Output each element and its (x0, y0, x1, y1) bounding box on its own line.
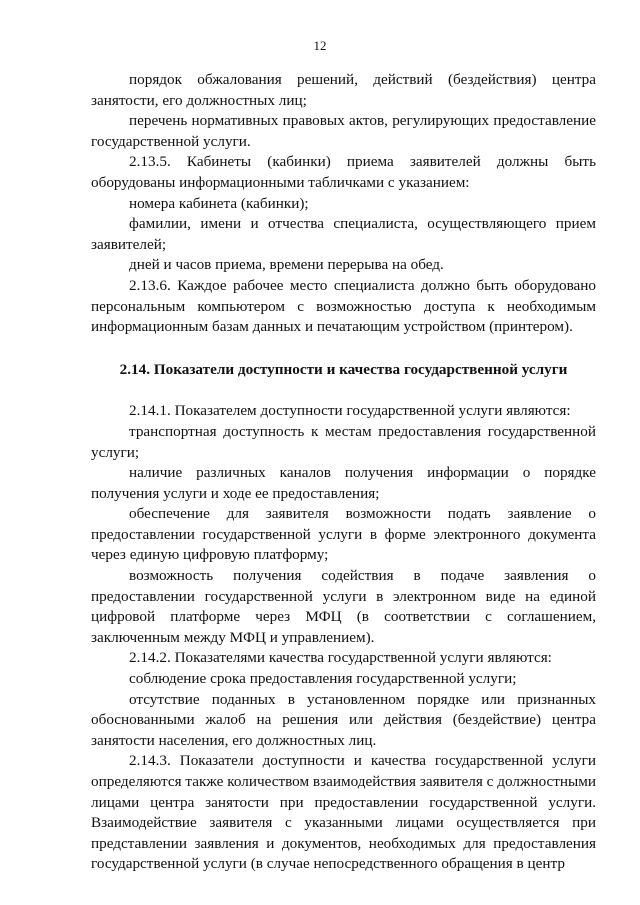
page-number: 12 (313, 38, 327, 53)
paragraph: 2.14.2. Показателями качества государственной услуги являются: (129, 649, 552, 667)
paragraph: перечень нормативных правовых актов, регулирующих предоставление государственной услуги. (91, 112, 596, 150)
paragraph: отсутствие поданных в установленном порядке или признанных обоснованными жалоб на решения или действия (бездействие) центра занятости населения, его должностных лиц. (91, 690, 596, 749)
paragraph: 2.13.6. Каждое рабочее место специалиста должно быть оборудовано персональным компьютером с возможностью доступа к необходимым информационным базам данных и печатающим устройством (принтером). (91, 276, 596, 336)
paragraph: наличие различных каналов получения информации о порядке получения услуги и ходе ее предоставления; (91, 464, 596, 502)
paragraph: 2.13.5. Кабинеты (кабинки) приема заявителей должны быть оборудованы информационными табличками с указанием: (91, 153, 596, 191)
paragraph: возможность получения содействия в подаче заявления о предоставлении государственной услуги в электронном виде на единой цифровой платформе через МФЦ (в соответствии с соглашением, заключенным между МФЦ и управлением). (91, 567, 596, 646)
document-body (91, 70, 596, 875)
paragraph: номера кабинета (кабинки); (129, 194, 309, 212)
paragraph: транспортная доступность к местам предоставления государственной услуги; (91, 422, 596, 461)
paragraph: порядок обжалования решений, действий (бездействия) центра занятости, его должностных лиц; (91, 71, 596, 109)
paragraph: обеспечение для заявителя возможности подать заявление о предоставлении государственной услуги в форме электронного документа через единую цифровую платформу; (91, 505, 596, 564)
paragraph: соблюдение срока предоставления государственной услуги; (129, 670, 517, 688)
paragraph: 2.14.1. Показателем доступности государственной услуги являются: (129, 402, 571, 420)
section-heading: 2.14. Показатели доступности и качества государственной услуги (119, 360, 568, 378)
paragraph: дней и часов приема, времени перерыва на обед. (129, 256, 444, 274)
paragraph: 2.14.3. Показатели доступности и качества государственной услуги определяются также количеством взаимодействия заявителя с должностными лицами центра занятости при предоставлении государственной услуги. Взаимодействие заявителя с указанными лицами осуществляется при представлении заявления и документов, необходимых для предоставления государственной услуги (в случае непосредственного обращения в центр (91, 752, 596, 873)
paragraph: фамилии, имени и отчества специалиста, осуществляющего прием заявителей; (91, 215, 596, 253)
